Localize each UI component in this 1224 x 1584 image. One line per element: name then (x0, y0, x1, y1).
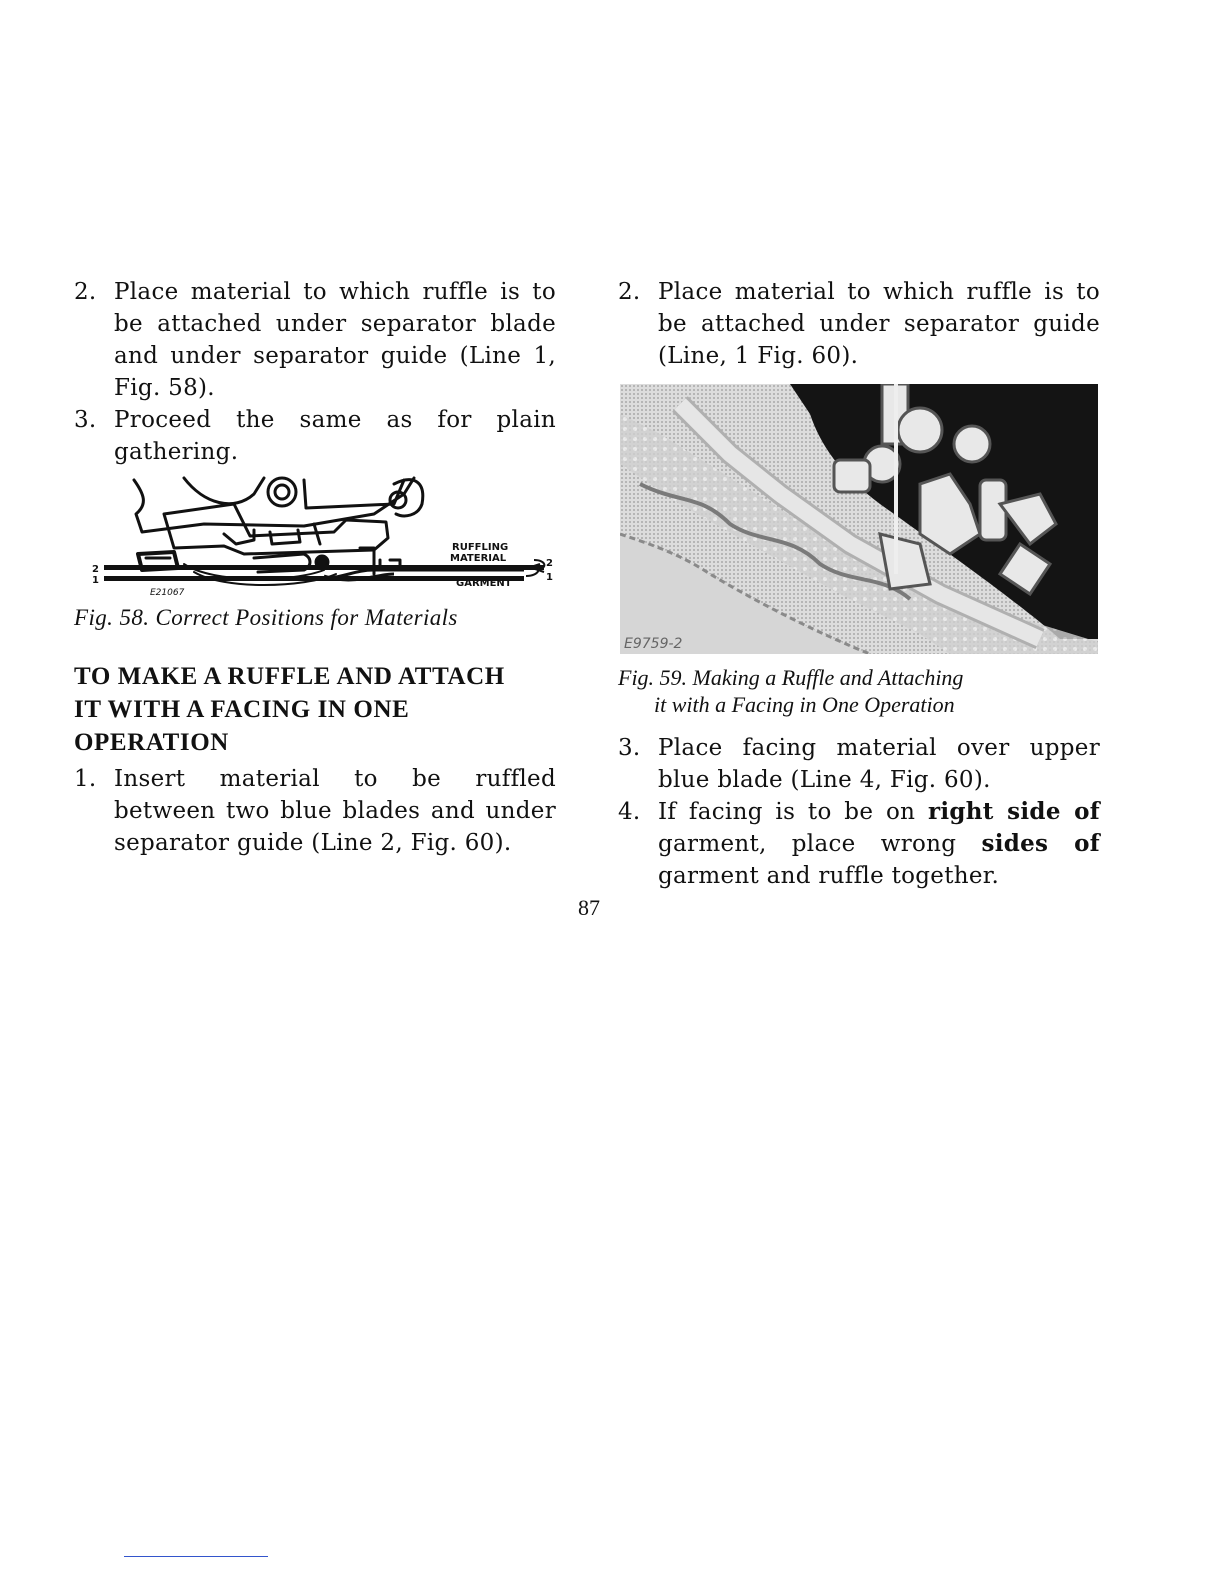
step-text: Insert material to be ruffled between two blue blades and under separator guide (Line 2, Fig. 60). (114, 766, 556, 856)
left-step-2 (74, 276, 556, 404)
step-number: 2. (618, 279, 641, 305)
page-number: 87 (578, 895, 600, 920)
right-column (618, 276, 1100, 892)
right-step-2 (618, 276, 1100, 372)
right-step-4 (618, 796, 1100, 892)
caption-line-2: it with a Facing in One Operation (654, 692, 955, 717)
step-number: 2. (74, 279, 97, 305)
line-1-right-label: 1 (546, 572, 553, 583)
right-step-3 (618, 732, 1100, 796)
bold-text: sides of (981, 830, 1100, 857)
heading-line-1: TO MAKE A RUFFLE AND ATTACH (74, 663, 505, 690)
left-step-3 (74, 404, 556, 468)
figure-58-diagram (74, 474, 556, 602)
step-text: Proceed the same as for plain gathering. (114, 407, 556, 465)
step-number: 3. (618, 735, 641, 761)
caption-line-1: Fig. 59. Making a Ruffle and Attaching (618, 665, 964, 690)
line-1-left-label: 1 (92, 575, 99, 586)
garment-label: GARMENT (456, 578, 512, 589)
ruffling-photo-illustration (620, 384, 1098, 654)
figure-59-photo (620, 384, 1098, 654)
step-text: Place material to which ruffle is to be attached under separator guide (Line, 1 Fig. 60). (658, 279, 1100, 369)
figure-59-caption (618, 664, 1100, 718)
step-text: Place material to which ruffle is to be attached under separator blade and under separator guide (Line 1, Fig. 58). (114, 279, 556, 401)
step-text-part: If facing is to be on (658, 799, 928, 825)
step-number: 3. (74, 407, 97, 433)
figure-58-caption: Fig. 58. Correct Positions for Materials (74, 605, 458, 630)
section-heading (74, 660, 556, 759)
photo-code: E9759-2 (624, 636, 683, 652)
step-text-part: garment and ruffle together. (658, 863, 1000, 889)
left-step-1 (74, 763, 556, 859)
heading-line-3: OPERATION (74, 729, 229, 756)
footer-rule (124, 1556, 268, 1557)
heading-line-2: IT WITH A FACING IN ONE (74, 696, 410, 723)
line-2-left-label: 2 (92, 564, 99, 575)
step-text: Place facing material over upper blue blade (Line 4, Fig. 60). (658, 735, 1100, 793)
step-number: 1. (74, 766, 97, 792)
step-text-part: garment, place wrong (658, 831, 982, 857)
material-label: MATERIAL (450, 553, 507, 564)
line-2-right-label: 2 (546, 558, 553, 569)
step-text (658, 796, 1100, 892)
step-number: 4. (618, 799, 641, 825)
ruffling-label: RUFFLING (452, 542, 509, 553)
bold-text: right side of (927, 798, 1100, 825)
left-column (74, 276, 556, 859)
figure-code: E21067 (150, 588, 185, 598)
